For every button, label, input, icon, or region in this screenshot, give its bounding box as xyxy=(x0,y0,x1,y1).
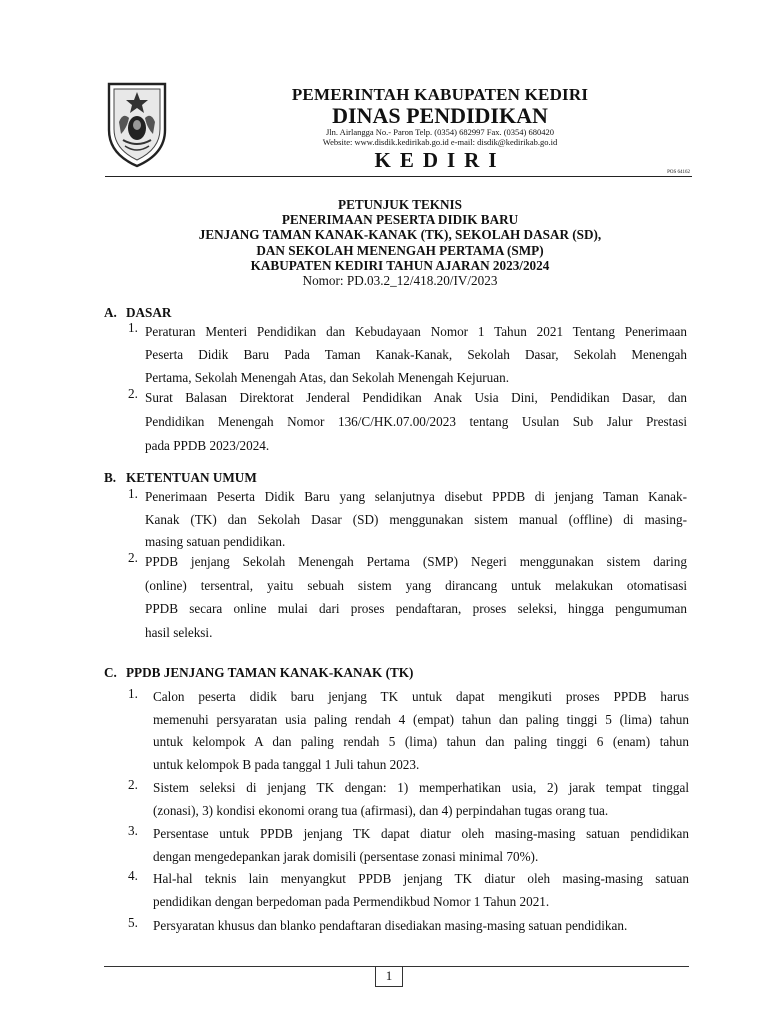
letterhead-department: DINAS PENDIDIKAN xyxy=(332,103,548,128)
section-a-title: DASAR xyxy=(126,305,172,320)
section-b-item-1-line: masing satuan pendidikan. xyxy=(145,534,286,549)
section-b-item-2-line: PPDB secara online mulai dari proses pendaftaran, proses seleksi, hingga pengumuman xyxy=(145,601,687,616)
section-b-title: KETENTUAN UMUM xyxy=(126,470,257,485)
document-title-block xyxy=(120,197,680,288)
section-c-item-3-line: Persentase untuk PPDB jenjang TK dapat diatur oleh masing-masing satuan pendidikan xyxy=(153,826,689,841)
section-b-letter: B. xyxy=(104,470,117,485)
section-c-item-3-number: 3. xyxy=(128,823,138,838)
section-c-item-2-number: 2. xyxy=(128,777,138,792)
section-b-item-2-line: (online) tersentral, yaitu sebuah sistem yang dirancang untuk melakukan otomatisasi xyxy=(145,577,687,593)
section-a-item-1-line: Pertama, Sekolah Menengah Atas, dan Sekolah Menengah Kejuruan. xyxy=(145,370,510,385)
section-a-heading xyxy=(104,305,171,321)
section-a-item-1-line: Peserta Didik Baru Pada Taman Kanak-Kanak, Sekolah Dasar, Sekolah Menengah xyxy=(145,347,687,362)
title-line-3: JENJANG TAMAN KANAK-KANAK (TK), SEKOLAH DASAR (SD), xyxy=(198,227,602,243)
section-c-item-1-line: Calon peserta didik baru jenjang TK untuk dapat mengikuti proses PPDB harus xyxy=(153,689,689,704)
section-c-item-1 xyxy=(153,686,689,776)
section-c-letter: C. xyxy=(104,665,117,680)
section-b-item-1-line: Penerimaan Peserta Didik Baru yang selanjutnya disebut PPDB di jenjang Taman Kanak- xyxy=(145,489,687,504)
section-a-item-2-line: Pendidikan Menengah Nomor 136/C/HK.07.00/2023 tentang Usulan Sub Jalur Prestasi xyxy=(145,414,687,429)
page-number: 1 xyxy=(375,966,403,987)
section-c-item-5 xyxy=(153,915,693,938)
section-b-item-1 xyxy=(145,486,687,554)
section-c-item-1-line: memenuhi persyaratan usia paling rendah 4 (empat) tahun dan paling tinggi 5 (lima) tahun xyxy=(153,711,689,727)
section-c-item-4-number: 4. xyxy=(128,868,138,883)
section-c-item-2-line: Sistem seleksi di jenjang TK dengan: 1) memperhatikan usia, 2) jarak tempat tinggal xyxy=(153,780,689,795)
section-c-title: PPDB JENJANG TAMAN KANAK-KANAK (TK) xyxy=(126,665,414,680)
section-c-item-4 xyxy=(153,868,689,913)
section-b-heading xyxy=(104,470,257,486)
section-a-item-2-number: 2. xyxy=(128,386,138,401)
title-line-1: PETUNJUK TEKNIS xyxy=(338,197,462,212)
section-c-heading xyxy=(104,665,413,681)
title-line-2: PENERIMAAN PESERTA DIDIK BARU xyxy=(281,212,519,228)
section-c-item-1-line: untuk kelompok B pada tanggal 1 Juli tahun 2023. xyxy=(153,756,420,772)
section-a-item-2 xyxy=(145,386,687,458)
section-b-item-2-line: hasil seleksi. xyxy=(145,624,213,640)
section-c-item-2 xyxy=(153,777,689,822)
letterhead-address xyxy=(190,127,690,147)
letterhead-divider xyxy=(105,176,692,177)
letterhead-city: KEDIRI xyxy=(374,148,506,172)
section-b-item-1-line: Kanak (TK) dan Sekolah Dasar (SD) menggunakan sistem manual (offline) di masing- xyxy=(145,511,687,527)
document-number: Nomor: PD.03.2_12/418.20/IV/2023 xyxy=(302,273,498,289)
letterhead-government: PEMERINTAH KABUPATEN KEDIRI xyxy=(291,85,589,104)
section-c-item-4-line: pendidikan dengan berpedoman pada Permendikbud Nomor 1 Tahun 2021. xyxy=(153,893,550,909)
section-a-item-1-number: 1. xyxy=(128,320,138,335)
section-a-item-2-line: Surat Balasan Direktorat Jenderal Pendidikan Anak Usia Dini, Pendidikan Dasar, dan xyxy=(145,390,687,405)
section-c-item-1-line: untuk kelompok A dan paling rendah 5 (lima) tahun dan paling tinggi 6 (enam) tahun xyxy=(153,734,689,749)
section-c-item-4-line: Hal-hal teknis lain menyangkut PPDB jenjang TK diatur oleh masing-masing satuan xyxy=(153,871,689,886)
section-b-item-2 xyxy=(145,550,687,644)
kediri-regency-emblem-logo xyxy=(105,78,169,168)
title-line-5: KABUPATEN KEDIRI TAHUN AJARAN 2023/2024 xyxy=(250,257,550,273)
section-a-item-2-line: pada PPDB 2023/2024. xyxy=(145,438,270,453)
section-c-item-1-number: 1. xyxy=(128,686,138,701)
section-c-item-3 xyxy=(153,823,689,868)
title-line-4: DAN SEKOLAH MENENGAH PERTAMA (SMP) xyxy=(256,242,544,258)
letterhead-address-line2: Website: www.disdik.kedirikab.go.id e-mail: disdik@kedirikab.go.id xyxy=(322,137,558,147)
letterhead-address-line1: Jln. Airlangga No.- Paron Telp. (0354) 682997 Fax. (0354) 680420 xyxy=(325,127,554,137)
section-a-item-1 xyxy=(145,320,687,389)
section-b-item-1-number: 1. xyxy=(128,486,138,501)
section-c-item-2-line: (zonasi), 3) kondisi ekonomi orang tua (afirmasi), dan 4) perpindahan tugas orang tua. xyxy=(153,802,609,818)
section-c-item-3-line: dengan mengedepankan jarak domisili (persentase zonasi minimal 70%). xyxy=(153,848,539,864)
letterhead-postal-code: POS 64162 xyxy=(667,170,690,175)
section-b-item-2-line: PPDB jenjang Sekolah Menengah Pertama (SMP) Negeri menggunakan sistem daring xyxy=(145,554,687,569)
section-c-item-5-line: Persyaratan khusus dan blanko pendaftaran disediakan masing-masing satuan pendidikan. xyxy=(153,918,628,933)
section-a-item-1-line: Peraturan Menteri Pendidikan dan Kebudayaan Nomor 1 Tahun 2021 Tentang Penerimaan xyxy=(145,324,687,339)
section-b-item-2-number: 2. xyxy=(128,550,138,565)
section-a-letter: A. xyxy=(104,305,117,320)
section-c-item-5-number: 5. xyxy=(128,915,138,930)
